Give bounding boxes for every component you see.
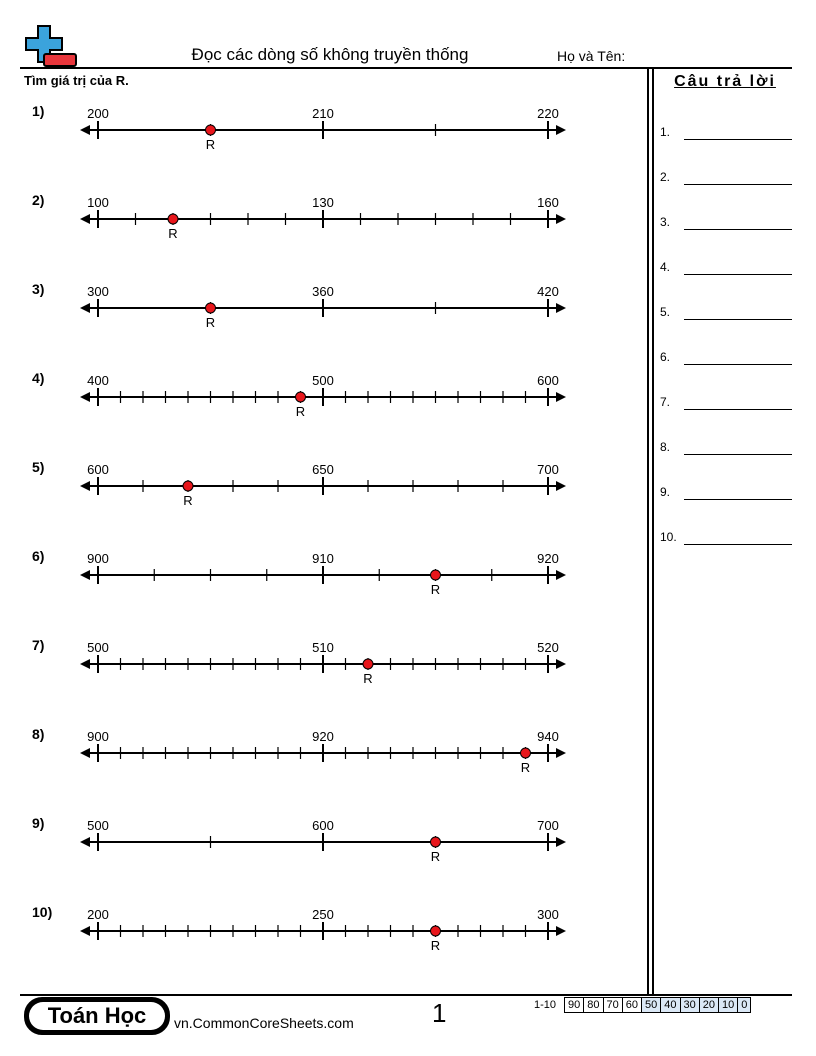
answer-blank[interactable] <box>684 184 792 185</box>
tick-label: 300 <box>537 907 559 922</box>
point-r-label: R <box>183 493 193 508</box>
answer-number: 6. <box>660 350 671 364</box>
tick-label: 500 <box>312 373 334 388</box>
left-arrow-icon <box>80 748 90 758</box>
point-r-label: R <box>430 938 441 953</box>
answer-row <box>660 125 792 145</box>
column-divider <box>652 67 654 995</box>
point-r-label: R <box>430 582 441 597</box>
answer-blank[interactable] <box>684 454 792 455</box>
tick-label: 400 <box>87 373 109 388</box>
answer-blank[interactable] <box>684 364 792 365</box>
answer-blank[interactable] <box>684 499 792 500</box>
left-arrow-icon <box>80 303 90 313</box>
point-r-marker <box>431 926 441 936</box>
point-r-label: R <box>205 137 216 152</box>
point-r-label: R <box>205 315 216 330</box>
right-arrow-icon <box>556 303 566 313</box>
tick-label: 900 <box>87 729 109 744</box>
website-text: vn.CommonCoreSheets.com <box>174 1015 354 1031</box>
point-r-marker <box>363 659 373 669</box>
answer-number: 4. <box>660 260 671 274</box>
score-table <box>564 997 751 1013</box>
score-cell: 10 <box>719 998 738 1013</box>
answer-blank[interactable] <box>684 274 792 275</box>
brand-label: Toán Học <box>29 1002 165 1030</box>
problem-number: 8) <box>32 726 45 742</box>
tick-label: 200 <box>87 106 109 121</box>
point-r-marker <box>431 570 441 580</box>
right-arrow-icon <box>556 481 566 491</box>
left-arrow-icon <box>80 125 90 135</box>
right-arrow-icon <box>556 392 566 402</box>
tick-label: 600 <box>87 462 109 477</box>
answer-number: 10. <box>660 530 677 544</box>
point-r-marker <box>183 481 193 491</box>
tick-label: 920 <box>537 551 559 566</box>
worksheet-title: Đọc các dòng số không truyền thống <box>191 45 469 64</box>
score-cell: 30 <box>680 998 699 1013</box>
answer-number: 9. <box>660 485 671 499</box>
point-r-marker <box>296 392 306 402</box>
answer-row <box>660 485 792 505</box>
page-number: 1 <box>432 998 447 1028</box>
tick-label: 300 <box>87 284 109 299</box>
answer-blank[interactable] <box>684 229 792 230</box>
tick-label: 510 <box>312 640 334 655</box>
left-arrow-icon <box>80 926 90 936</box>
tick-label: 130 <box>312 195 334 210</box>
answer-number: 1. <box>660 125 671 139</box>
point-r-marker <box>521 748 531 758</box>
point-r-label: R <box>363 671 373 686</box>
tick-label: 250 <box>312 907 334 922</box>
tick-label: 900 <box>87 551 109 566</box>
tick-label: 910 <box>312 551 334 566</box>
instruction-text: Tìm giá trị của R. <box>24 73 129 88</box>
answer-blank[interactable] <box>684 319 792 320</box>
point-r-marker <box>206 125 216 135</box>
answer-key-title: Câu trả lời <box>674 73 776 90</box>
right-arrow-icon <box>556 926 566 936</box>
problem-number: 1) <box>32 103 45 119</box>
point-r-label: R <box>520 760 531 775</box>
point-r-label: R <box>168 226 178 241</box>
right-arrow-icon <box>556 837 566 847</box>
tick-label: 940 <box>537 729 559 744</box>
answer-row <box>660 440 792 460</box>
answer-row <box>660 350 792 370</box>
point-r-marker <box>431 837 441 847</box>
tick-label: 600 <box>312 818 334 833</box>
left-arrow-icon <box>80 392 90 402</box>
point-r-marker <box>168 214 178 224</box>
tick-label: 600 <box>537 373 559 388</box>
point-r-label: R <box>295 404 306 419</box>
tick-label: 500 <box>87 818 109 833</box>
tick-label: 360 <box>312 284 334 299</box>
score-range-label: 1-10 <box>534 999 557 1011</box>
problem-number: 6) <box>32 548 45 564</box>
left-arrow-icon <box>80 481 90 491</box>
tick-label: 520 <box>537 640 559 655</box>
answer-row <box>660 305 792 325</box>
tick-label: 100 <box>87 195 109 210</box>
right-arrow-icon <box>556 748 566 758</box>
score-cell: 80 <box>584 998 603 1013</box>
right-arrow-icon <box>556 570 566 580</box>
answer-number: 7. <box>660 395 671 409</box>
problem-number: 4) <box>32 370 45 386</box>
problem-number: 7) <box>32 637 45 653</box>
answer-row <box>660 170 792 190</box>
tick-label: 650 <box>312 462 334 477</box>
score-cell: 60 <box>622 998 641 1013</box>
left-arrow-icon <box>80 214 90 224</box>
answer-row <box>660 260 792 280</box>
answer-blank[interactable] <box>684 544 792 545</box>
answer-row <box>660 530 792 550</box>
tick-label: 700 <box>537 462 559 477</box>
answer-blank[interactable] <box>684 409 792 410</box>
answer-row <box>660 395 792 415</box>
score-cell: 50 <box>642 998 661 1013</box>
score-cell: 0 <box>738 998 751 1013</box>
problem-number: 2) <box>32 192 45 208</box>
point-r-marker <box>206 303 216 313</box>
right-arrow-icon <box>556 214 566 224</box>
answer-number: 8. <box>660 440 671 454</box>
left-arrow-icon <box>80 837 90 847</box>
tick-label: 500 <box>87 640 109 655</box>
answer-number: 5. <box>660 305 671 319</box>
problem-number: 3) <box>32 281 45 297</box>
point-r-label: R <box>430 849 441 864</box>
left-arrow-icon <box>80 570 90 580</box>
tick-label: 200 <box>87 907 109 922</box>
answer-blank[interactable] <box>684 139 792 140</box>
tick-label: 920 <box>312 729 334 744</box>
answer-row <box>660 215 792 235</box>
tick-label: 160 <box>537 195 559 210</box>
right-arrow-icon <box>556 125 566 135</box>
right-arrow-icon <box>556 659 566 669</box>
name-field-label: Họ và Tên: <box>557 48 626 64</box>
tick-label: 700 <box>537 818 559 833</box>
score-cell: 20 <box>699 998 718 1013</box>
answer-number: 2. <box>660 170 671 184</box>
tick-label: 420 <box>537 284 559 299</box>
problem-number: 10) <box>32 904 53 920</box>
answer-number: 3. <box>660 215 671 229</box>
score-cell: 40 <box>661 998 680 1013</box>
score-cell: 70 <box>603 998 622 1013</box>
tick-label: 210 <box>312 106 334 121</box>
tick-label: 220 <box>537 106 559 121</box>
left-arrow-icon <box>80 659 90 669</box>
problem-number: 5) <box>32 459 45 475</box>
problem-number: 9) <box>32 815 45 831</box>
score-cell: 90 <box>565 998 584 1013</box>
brand-badge <box>24 997 170 1035</box>
